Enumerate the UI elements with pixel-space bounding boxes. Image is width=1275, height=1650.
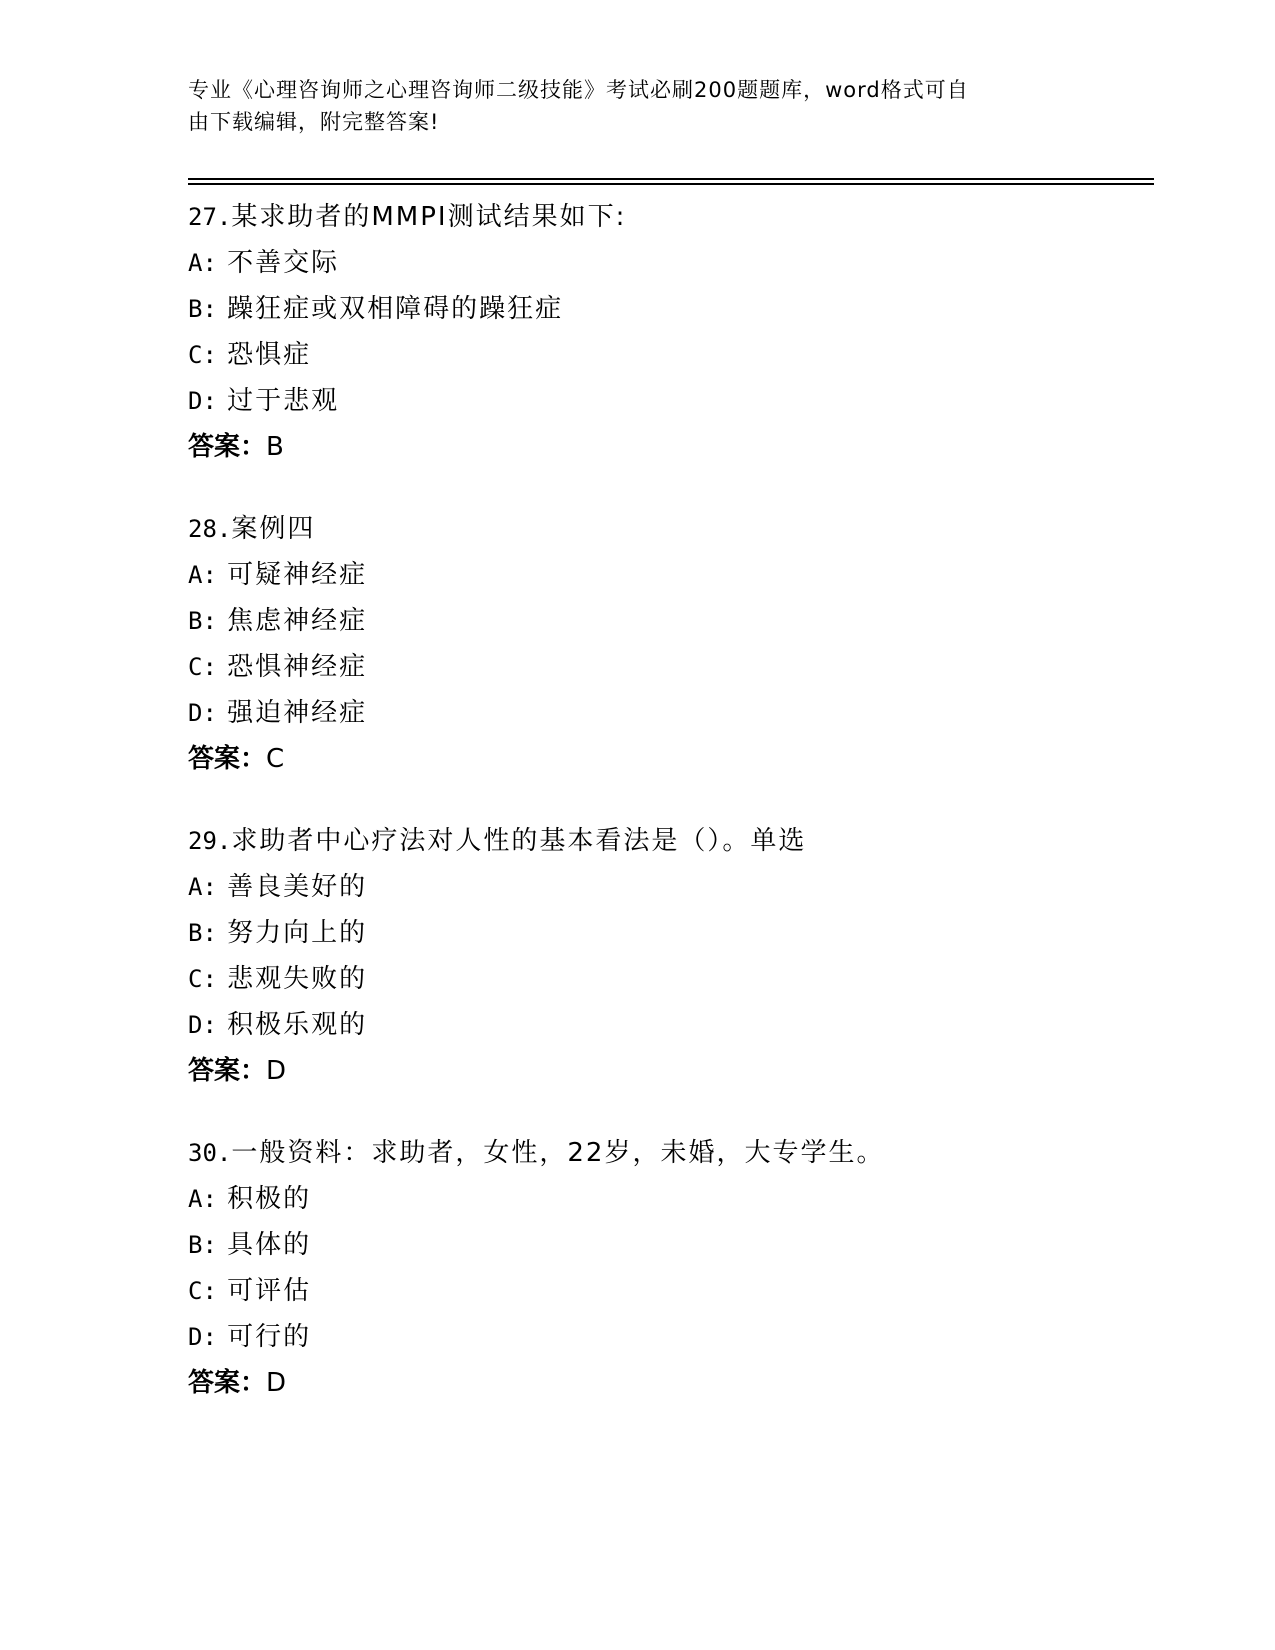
option-label: C: bbox=[188, 965, 217, 993]
option-text: 悲观失败的 bbox=[227, 964, 368, 994]
answer-line bbox=[188, 736, 1148, 782]
option-text: 恐惧神经症 bbox=[227, 652, 368, 682]
option-label: C: bbox=[188, 653, 217, 681]
option-d bbox=[188, 690, 1148, 736]
option-text: 过于悲观 bbox=[227, 386, 340, 416]
option-d bbox=[188, 1314, 1148, 1360]
answer-value: D bbox=[266, 1056, 287, 1086]
header-line-2: 由下载编辑，附完整答案! bbox=[188, 110, 440, 134]
option-label: A: bbox=[188, 249, 217, 277]
question-number: 30. bbox=[188, 1139, 232, 1167]
header-line-1: 专业《心理咨询师之心理咨询师二级技能》考试必刷200题题库，word格式可自 bbox=[188, 78, 969, 102]
question-29 bbox=[188, 818, 1148, 1094]
question-27 bbox=[188, 194, 1148, 470]
option-label: D: bbox=[188, 1323, 217, 1351]
option-label: B: bbox=[188, 919, 217, 947]
answer-value: C bbox=[266, 744, 285, 774]
option-label: A: bbox=[188, 561, 217, 589]
question-stem bbox=[188, 1130, 1148, 1176]
question-stem bbox=[188, 506, 1148, 552]
option-label: A: bbox=[188, 1185, 217, 1213]
option-label: B: bbox=[188, 1231, 217, 1259]
answer-label: 答案： bbox=[188, 432, 267, 462]
option-a bbox=[188, 240, 1148, 286]
option-label: B: bbox=[188, 607, 217, 635]
answer-line bbox=[188, 1360, 1148, 1406]
option-text: 恐惧症 bbox=[227, 340, 312, 370]
question-text: 一般资料：求助者，女性，22岁，未婚，大专学生。 bbox=[231, 1138, 885, 1168]
option-label: D: bbox=[188, 1011, 217, 1039]
option-label: C: bbox=[188, 1277, 217, 1305]
option-text: 具体的 bbox=[227, 1230, 312, 1260]
answer-label: 答案： bbox=[188, 1056, 267, 1086]
option-text: 可行的 bbox=[227, 1322, 312, 1352]
document-header bbox=[188, 74, 1088, 138]
question-number: 28. bbox=[188, 515, 232, 543]
answer-line bbox=[188, 424, 1148, 470]
option-b bbox=[188, 910, 1148, 956]
header-divider-top bbox=[188, 178, 1154, 180]
answer-value: B bbox=[266, 432, 284, 462]
option-d bbox=[188, 378, 1148, 424]
question-28 bbox=[188, 506, 1148, 782]
answer-label: 答案： bbox=[188, 744, 267, 774]
option-a bbox=[188, 864, 1148, 910]
option-text: 可疑神经症 bbox=[227, 560, 368, 590]
question-text: 案例四 bbox=[231, 514, 316, 544]
answer-label: 答案： bbox=[188, 1368, 267, 1398]
option-text: 积极乐观的 bbox=[227, 1010, 368, 1040]
option-text: 强迫神经症 bbox=[227, 698, 368, 728]
option-label: D: bbox=[188, 387, 217, 415]
option-text: 躁狂症或双相障碍的躁狂症 bbox=[227, 294, 564, 324]
answer-value: D bbox=[266, 1368, 287, 1398]
option-c bbox=[188, 332, 1148, 378]
question-stem bbox=[188, 818, 1148, 864]
option-text: 不善交际 bbox=[227, 248, 340, 278]
question-30 bbox=[188, 1130, 1148, 1406]
option-label: D: bbox=[188, 699, 217, 727]
option-b bbox=[188, 598, 1148, 644]
option-c bbox=[188, 1268, 1148, 1314]
option-a bbox=[188, 552, 1148, 598]
option-label: B: bbox=[188, 295, 217, 323]
option-text: 努力向上的 bbox=[227, 918, 368, 948]
header-divider-bottom bbox=[188, 183, 1154, 185]
option-b bbox=[188, 286, 1148, 332]
question-number: 29. bbox=[188, 827, 232, 855]
option-d bbox=[188, 1002, 1148, 1048]
question-text: 求助者中心疗法对人性的基本看法是（）。单选 bbox=[231, 826, 807, 856]
option-b bbox=[188, 1222, 1148, 1268]
question-stem bbox=[188, 194, 1148, 240]
option-c bbox=[188, 644, 1148, 690]
option-label: A: bbox=[188, 873, 217, 901]
question-text: 某求助者的MMPI测试结果如下: bbox=[231, 202, 627, 232]
answer-line bbox=[188, 1048, 1148, 1094]
option-text: 善良美好的 bbox=[227, 872, 368, 902]
question-number: 27. bbox=[188, 203, 232, 231]
option-text: 焦虑神经症 bbox=[227, 606, 368, 636]
option-label: C: bbox=[188, 341, 217, 369]
option-text: 可评估 bbox=[227, 1276, 312, 1306]
option-a bbox=[188, 1176, 1148, 1222]
option-text: 积极的 bbox=[227, 1184, 312, 1214]
option-c bbox=[188, 956, 1148, 1002]
